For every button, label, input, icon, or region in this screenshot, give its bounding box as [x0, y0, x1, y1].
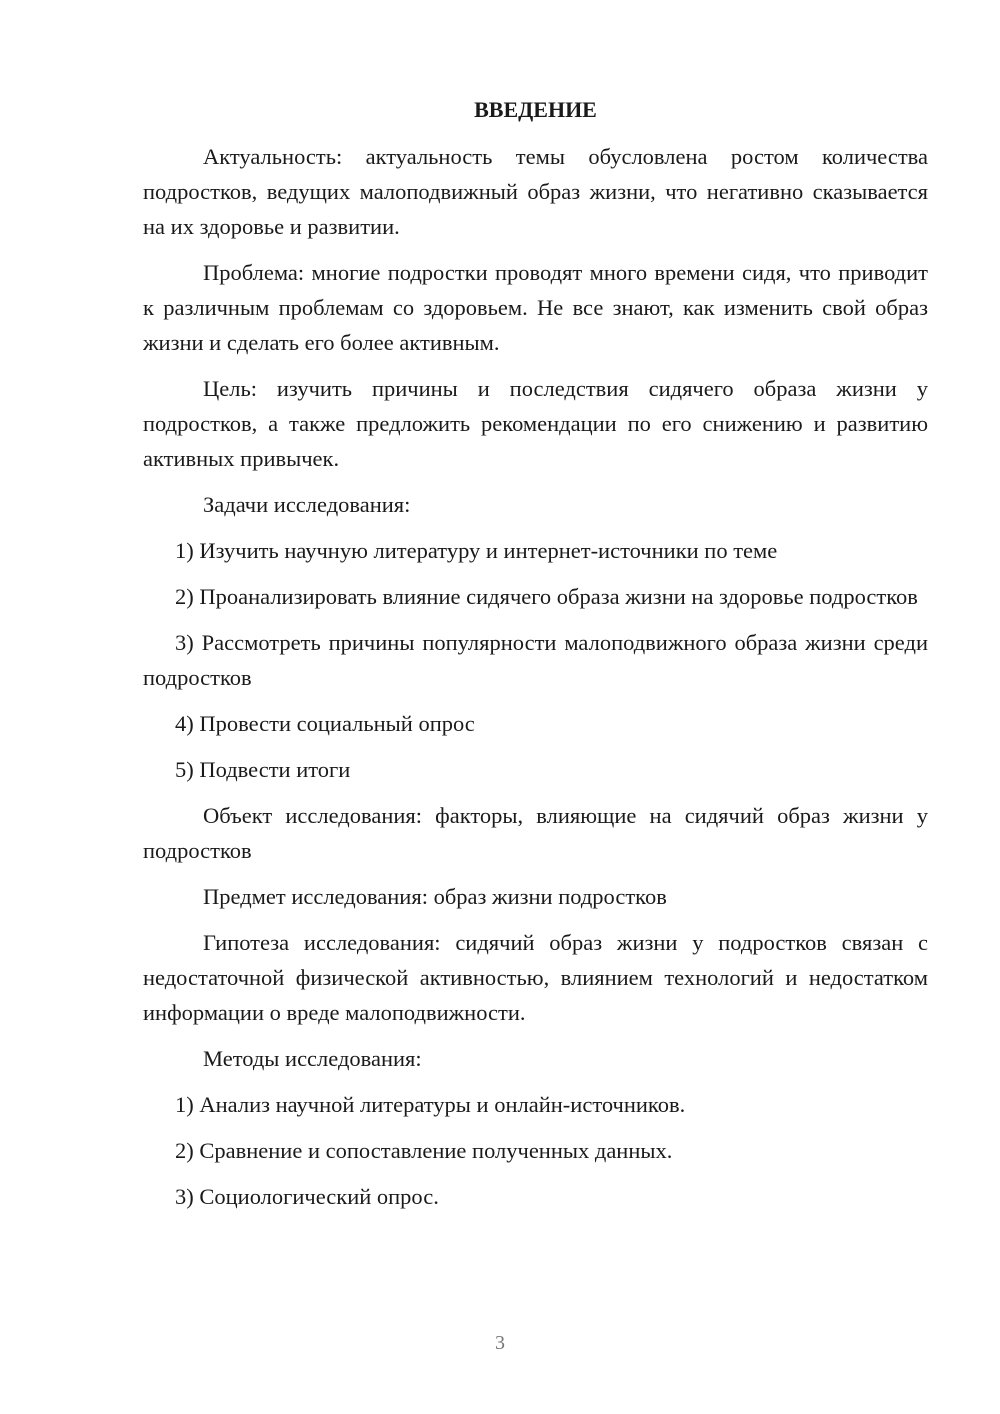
relevance-paragraph: Актуальность: актуальность темы обусловлена ростом количества подростков, ведущих малоподвижный образ жизни, что негативно сказывается на их здоровье и развитии. — [143, 144, 928, 239]
task-item: 3) Рассмотреть причины популярности малоподвижного образа жизни среди подростков — [143, 630, 928, 690]
object-paragraph: Объект исследования: факторы, влияющие на сидячий образ жизни у подростков — [143, 803, 928, 863]
subject-paragraph: Предмет исследования: образ жизни подростков — [203, 884, 667, 909]
task-item: 2) Проанализировать влияние сидячего образа жизни на здоровье подростков — [175, 584, 918, 609]
goal-paragraph: Цель: изучить причины и последствия сидячего образа жизни у подростков, а также предложить рекомендации по его снижению и развитию активных привычек. — [143, 376, 928, 471]
method-item: 2) Сравнение и сопоставление полученных данных. — [175, 1138, 673, 1163]
page-number: 3 — [495, 1332, 505, 1354]
problem-paragraph: Проблема: многие подростки проводят много времени сидя, что приводит к различным проблемам со здоровьем. Не все знают, как изменить свой образ жизни и сделать его более активным. — [143, 260, 928, 355]
methods-heading: Методы исследования: — [203, 1046, 422, 1071]
document-page — [143, 92, 928, 1225]
task-item: 4) Провести социальный опрос — [175, 711, 475, 736]
hypothesis-paragraph: Гипотеза исследования: сидячий образ жизни у подростков связан с недостаточной физической активностью, влиянием технологий и недостатком информации о вреде малоподвижности. — [143, 930, 928, 1025]
method-item: 3) Социологический опрос. — [175, 1184, 439, 1209]
task-item: 5) Подвести итоги — [175, 757, 351, 782]
tasks-heading: Задачи исследования: — [203, 492, 411, 517]
section-title: ВВЕДЕНИЕ — [474, 97, 597, 122]
method-item: 1) Анализ научной литературы и онлайн-источников. — [175, 1092, 686, 1117]
task-item: 1) Изучить научную литературу и интернет-источники по теме — [175, 538, 778, 563]
